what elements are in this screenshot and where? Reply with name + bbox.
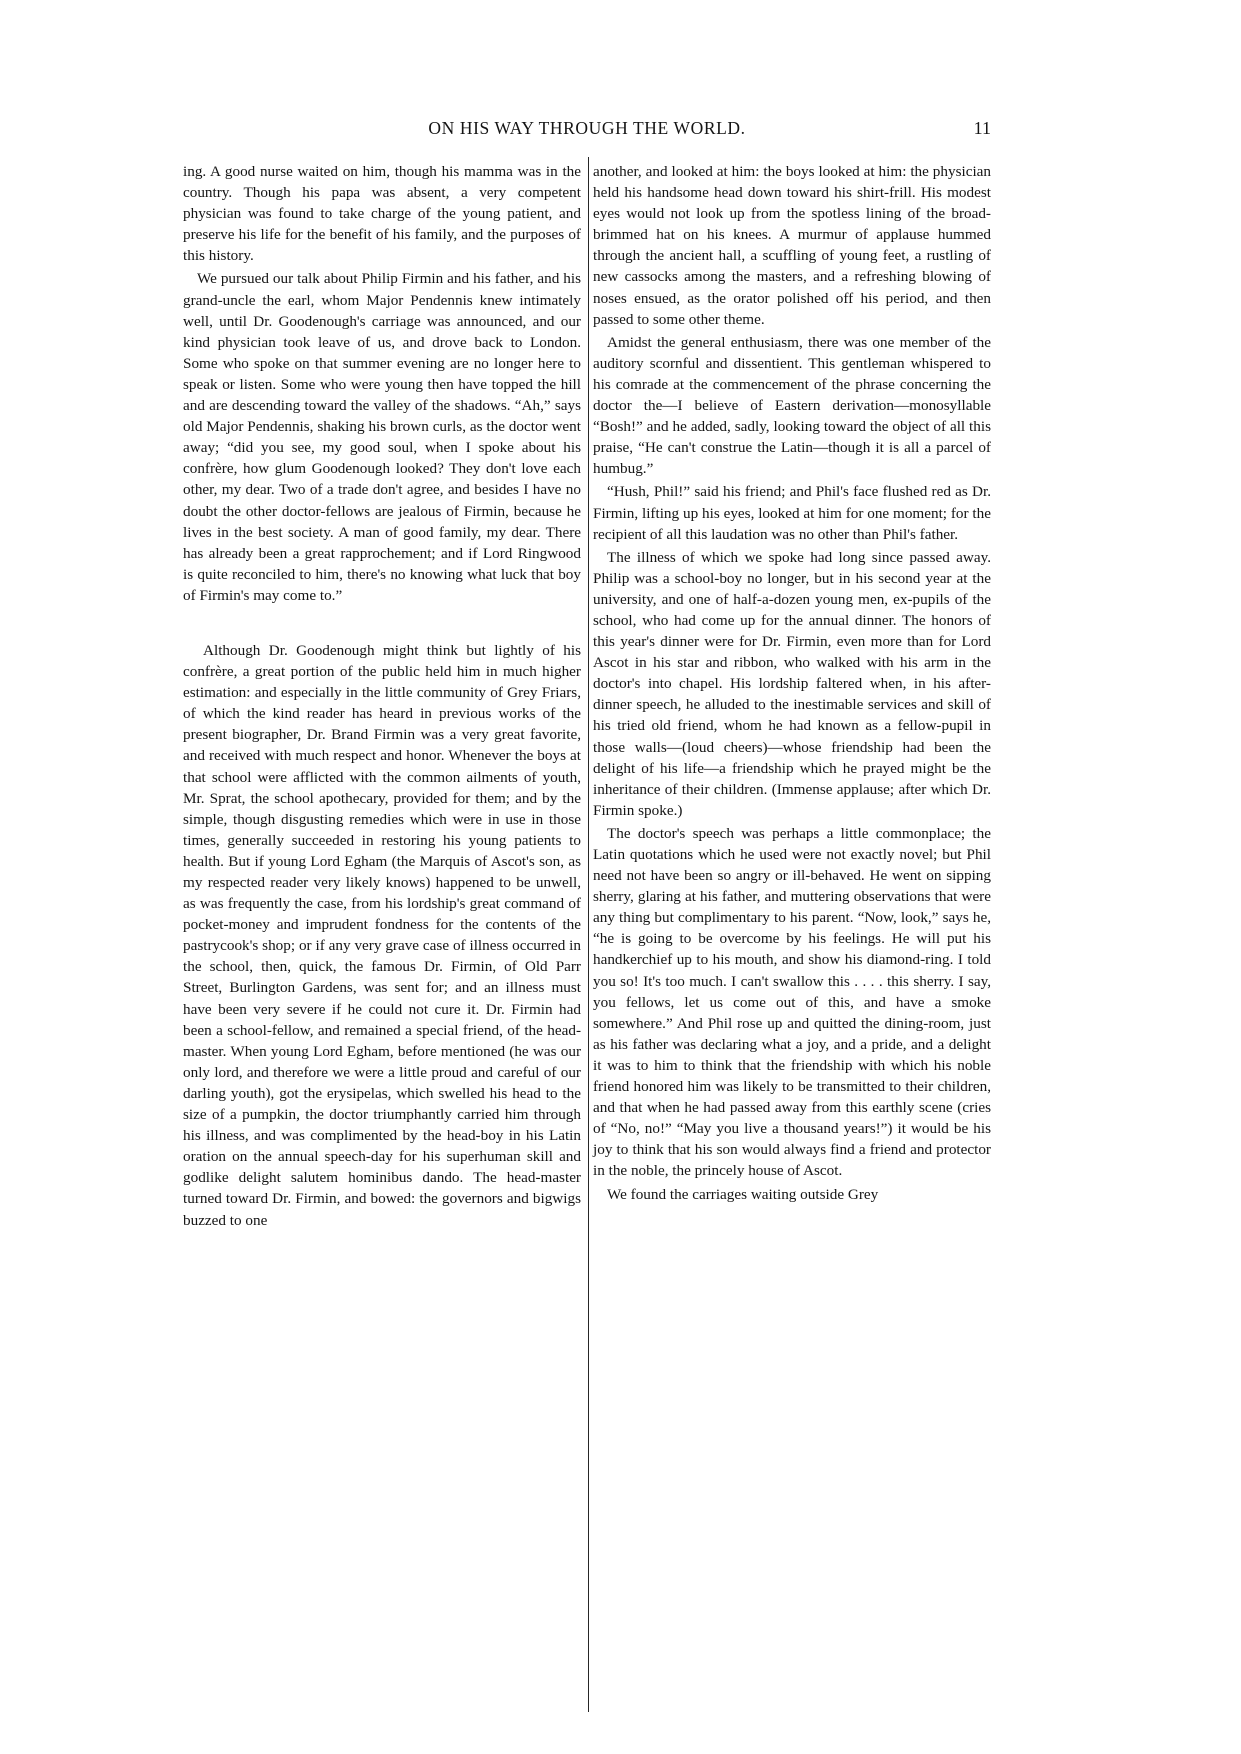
paragraph: another, and looked at him: the boys looked at him: the physician held his handsome head down toward his shirt-frill. His modest eyes would not look up from the spotless lining of the broad-brimmed hat on his knees. A murmur of applause hummed through the ancient hall, a scuffling of young feet, a rustling of new cassocks among the masters, and a refreshing blowing of noses ensued, as the orator polished off his period, and then passed to some other theme. xyxy=(593,163,991,328)
running-title: ON HIS WAY THROUGH THE WORLD. xyxy=(428,118,746,138)
paragraph: The doctor's speech was perhaps a little commonplace; the Latin quotations which he used were not exactly novel; but Phil need not have been so angry or ill-behaved. He went on sipping sherry, glaring at his father, and muttering observations that were any thing but complimentary to his parent. “Now, look,” says he, “he is going to be overcome by his feelings. He will put his handkerchief up to his mouth, and show his diamond-ring. I told you so! It's too much. I can't swallow this . . . . this sherry. I say, you fellows, let us come out of this, and have a smoke somewhere.” And Phil rose up and quitted the dining-room, just as his father was declaring what a joy, and a pride, and a delight it was to him to think that the friendship with which his noble friend honored him was likely to be transmitted to their children, and that when he had passed away from this earthly scene (cries of “No, no!” “May you live a thousand years!”) it would be his joy to think that his son would always find a friend and protector in the noble, the princely house of Ascot. xyxy=(593,824,991,1180)
page-header xyxy=(183,118,991,148)
page-number: 11 xyxy=(973,118,991,138)
right-column xyxy=(593,161,991,1205)
paragraph: The illness of which we spoke had long since passed away. Philip was a school-boy no longer, but in his second year at the university, and one of half-a-dozen young men, ex-pupils of the school, who had come up for the annual dinner. The honors of this year's dinner were for Dr. Firmin, even more than for Lord Ascot in his star and ribbon, who walked with his arm in the doctor's into chapel. His lordship faltered when, in his after-dinner speech, he alluded to the inestimable services and skill of his tried old friend, whom he had known as a fellow-pupil in those walls—(loud cheers)—whose friendship had been the delight of his life—a friendship which he prayed might be the inheritance of their children. (Immense applause; after which Dr. Firmin spoke.) xyxy=(593,548,991,819)
paragraph: We found the carriages waiting outside Grey xyxy=(607,1185,879,1203)
column-divider xyxy=(588,157,589,1712)
paragraph: Amidst the general enthusiasm, there was one member of the auditory scornful and dissentient. This gentleman whispered to his comrade at the commencement of the phrase concerning the doctor the—I believe of Eastern derivation—monosyllable “Bosh!” and he added, sadly, looking toward the object of all this praise, “He can't construe the Latin—though it is all a parcel of humbug.” xyxy=(593,333,991,478)
left-column xyxy=(183,161,581,1231)
paragraph: ing. A good nurse waited on him, though his mamma was in the country. Though his papa was absent, a very competent physician was found to take charge of the young patient, and preserve his life for the benefit of his family, and the purposes of this history. xyxy=(183,163,581,265)
paragraph: We pursued our talk about Philip Firmin and his father, and his grand-uncle the earl, whom Major Pendennis knew intimately well, until Dr. Goodenough's carriage was announced, and our kind physician took leave of us, and drove back to London. Some who spoke on that summer evening are no longer here to speak or listen. Some who were young then have topped the hill and are descending toward the valley of the shadows. “Ah,” says old Major Pendennis, shaking his brown curls, as the doctor went away; “did you see, my good soul, when I spoke about his confrère, how glum Goodenough looked? They don't love each other, my dear. Two of a trade don't agree, and besides I have no doubt the other doctor-fellows are jealous of Firmin, because he lives in the best society. A man of good family, my dear. There has already been a great rapprochement; and if Lord Ringwood is quite reconciled to him, there's no knowing what luck that boy of Firmin's may come to.” xyxy=(183,270,581,604)
paragraph: “Hush, Phil!” said his friend; and Phil's face flushed red as Dr. Firmin, lifting up his eyes, looked at him for one moment; for the recipient of all this laudation was no other than Phil's father. xyxy=(593,483,991,543)
paragraph: Although Dr. Goodenough might think but lightly of his confrère, a great portion of the public held him in much higher estimation: and especially in the little community of Grey Friars, of which the kind reader has heard in previous works of the present biographer, Dr. Brand Firmin was a very great favorite, and received with much respect and honor. Whenever the boys at that school were afflicted with the common ailments of youth, Mr. Sprat, the school apothecary, provided for them; and by the simple, though disgusting remedies which were in use in those times, generally succeeded in restoring his young patients to health. But if young Lord Egham (the Marquis of Ascot's son, as my respected reader very likely knows) happened to be unwell, as was frequently the case, from his lordship's great command of pocket-money and imprudent fondness for the contents of the pastrycook's shop; or if any very grave case of illness occurred in the school, then, quick, the famous Dr. Firmin, of Old Parr Street, Burlington Gardens, was sent for; and an illness must have been very severe if he could not cure it. Dr. Firmin had been a school-fellow, and remained a special friend, of the head-master. When young Lord Egham, before mentioned (he was our only lord, and therefore we were a little proud and careful of our darling youth), got the erysipelas, which swelled his head to the size of a pumpkin, the doctor triumphantly carried him through his illness, and was complimented by the head-boy in his Latin oration on the annual speech-day for his superhuman skill and godlike delight salutem hominibus dando. The head-master turned toward Dr. Firmin, and bowed: the governors and bigwigs buzzed to one xyxy=(183,641,581,1229)
